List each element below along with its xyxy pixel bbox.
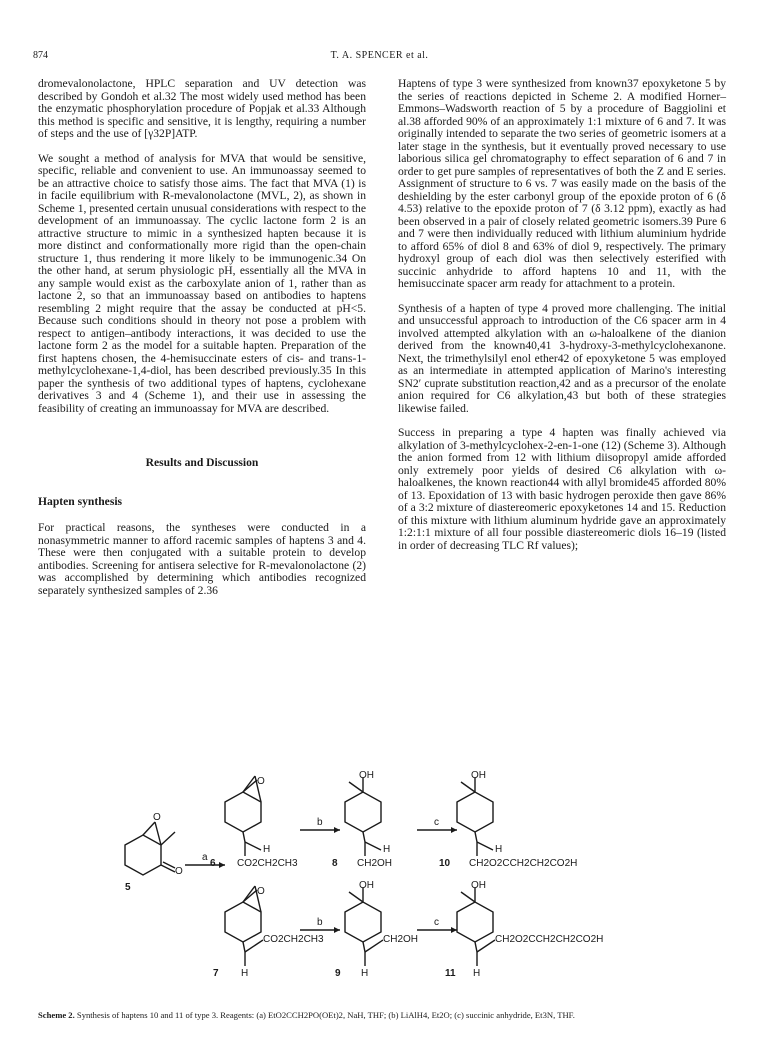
- paragraph: Synthesis of a hapten of type 4 proved more challenging. The initial and unsuccessful approach to introduction of the C6 spacer arm in 4 involved attempted alkylation with an ω-haloalkene of the dianion derived from the known40,41 3-hydroxy-3-methylcyclohexanone. Next, the trimethylsilyl enol ether42 of epoxyketone 5 was employed as an intermediate in attempted application of Marino's interesting SN2′ cuprate substitution reaction,42 and as a precursor of the enolate anion required for C6 alkylation,43 but both of these strategies likewise failed.: [398, 301, 726, 415]
- atom-label: OH: [471, 770, 486, 781]
- atom-label: O: [153, 812, 161, 823]
- atom-label: O: [257, 886, 265, 897]
- substituent-label: CH2O2CCH2CH2CO2H: [495, 934, 604, 945]
- running-header: T. A. SPENCER et al.: [330, 50, 429, 61]
- arrow-head: [219, 862, 225, 868]
- reagent-label: b: [317, 817, 323, 828]
- atom-label: H: [495, 844, 503, 855]
- molecule-8: [345, 778, 381, 856]
- molecule-7: [225, 886, 263, 966]
- scheme-caption: [38, 1010, 728, 1021]
- atom-label: O: [257, 776, 265, 787]
- substituent-label: CH2O2CCH2CH2CO2H: [469, 858, 578, 869]
- paragraph: We sought a method of analysis for MVA that would be sensitive, specific, reliable and convenient to use. An immunoassay seemed to be an attractive choice to satisfy those aims. The fact that MVA (1) is in facile equilibrium with R-mevalonolactone (MVL, 2), as shown in Scheme 1, presented certain unusual considerations with respect to the development of an immunoassay. The cyclic lactone form 2 is an attractive structure to mimic in a synthesized hapten because it is more distinct and conformationally more rigid than the open-chain structure 1, thus rendering it more likely to be immunogenic.34 On the other hand, at serum physiologic pH, essentially all the MVA in any sample would exist as the carboxylate anion of 1, rather than as lactone 2, so that an immunoassay based on antibodies to haptens resembling 2 might require that the assay be conducted at pH<5. Because such conditions should in theory not pose a problem with respect to antigen–antibody interactions, it was decided to use the lactone form 2 as the model for a suitable hapten. Preparation of the first haptens chosen, the 4-hemisuccinate esters of cis- and trans-1-methylcyclohexane-1,4-diol, has been described previously.35 In this paper the synthesis of two additional types of haptens, cyclohexane derivatives 3 and 4 (Scheme 1), and their use in assessing the feasibility of creating an immunoassay for MVA are described.: [38, 151, 366, 415]
- substituent-label: CH2OH: [357, 858, 393, 869]
- compound-number: 6: [210, 858, 216, 869]
- reagent-label: c: [434, 817, 439, 828]
- molecule-6: [225, 776, 261, 856]
- substituent-label: CH2OH: [383, 934, 419, 945]
- compound-number: 8: [332, 858, 338, 869]
- compound-number: 10: [439, 858, 451, 869]
- molecule-10: [457, 778, 493, 856]
- arrow-head: [334, 827, 340, 833]
- arrow-head: [451, 927, 457, 933]
- compound-number: 11: [445, 968, 456, 979]
- paragraph: For practical reasons, the syntheses were conducted in a nonasymmetric manner to afford racemic samples of haptens 3 and 4. These were then conjugated with a suitable protein to develop antibodies. Screening for antisera selective for R-mevalonolactone (2) was accomplished by determining which antibodies recognized separately synthesized samples of 2.36: [38, 521, 366, 597]
- reagent-label: a: [202, 852, 208, 863]
- scheme-2-diagram: [95, 770, 735, 1000]
- left-column: [38, 78, 366, 609]
- substituent-label: CO2CH2CH3: [237, 858, 298, 869]
- molecule-9: [345, 888, 383, 966]
- reagent-label: c: [434, 917, 439, 928]
- reagent-label: b: [317, 917, 323, 928]
- atom-label: H: [361, 968, 369, 979]
- atom-label: H: [263, 844, 271, 855]
- caption-label: Scheme 2.: [38, 1010, 75, 1020]
- caption-text: Synthesis of haptens 10 and 11 of type 3. Reagents: (a) EtO2CCH2PO(OEt)2, NaH, THF; (b) LiAlH4, Et2O; (c) succinic anhydride, Et3N, THF.: [76, 1010, 575, 1020]
- atom-label: H: [473, 968, 481, 979]
- atom-label: OH: [359, 880, 374, 891]
- compound-number: 7: [213, 968, 219, 979]
- subsection-title: Hapten synthesis: [38, 494, 123, 508]
- paragraph: Success in preparing a type 4 hapten was finally achieved via alkylation of 3-methylcyclohex-2-en-1-one (12) (Scheme 3). Although the anion formed from 12 with lithium diisopropyl amide afforded only extremely poor yields of desired C6 alkylation with ω-haloalkenes, the known reaction44 with allyl bromide45 afforded 80% of 13. Epoxidation of 13 with basic hydrogen peroxide then gave 86% of a 3:2 mixture of diastereomeric epoxyketones 14 and 15. Reduction of this mixture with lithium aluminum hydride gave an approximately 1:2:1:1 mixture of all four possible diastereomeric diols 16–19 (listed in order of decreasing TLC Rf values);: [398, 426, 726, 552]
- molecule-5: [125, 822, 175, 875]
- right-column: [398, 78, 726, 564]
- compound-number: 5: [125, 882, 131, 893]
- arrow-head: [334, 927, 340, 933]
- molecule-11: [457, 888, 495, 966]
- substituent-label: CO2CH2CH3: [263, 934, 324, 945]
- atom-label: OH: [471, 880, 486, 891]
- compound-number: 9: [335, 968, 341, 979]
- atom-label: H: [241, 968, 249, 979]
- page-number: 874: [33, 50, 48, 61]
- atom-label: O: [175, 866, 183, 877]
- section-title: Results and Discussion: [145, 456, 259, 469]
- atom-label: OH: [359, 770, 374, 781]
- paragraph: Haptens of type 3 were synthesized from known37 epoxyketone 5 by the series of reactions depicted in Scheme 2. A modified Horner–Emmons–Wadsworth reaction of 5 by a procedure of Baggiolini et al.38 afforded 90% of an approximately 1:1 mixture of 6 and 7. It was originally intended to separate the two series of geometric isomers at a later stage in the synthesis, but it eventually proved necessary to use laborious silica gel chromatography to effect separation of 6 and 7 in order to get pure samples of representatives of both the Z and E series. Assignment of structure to 6 vs. 7 was easily made on the basis of the deshielding by the ester carbonyl group of the epoxide proton of 6 (δ 4.53) relative to the epoxide proton of 7 (δ 3.12 ppm), exactly as had been observed in a pair of closely related geometric isomers.39 Pure 6 and 7 were then individually reduced with lithium aluminium hydride to afford 65% of diol 8 and 63% of diol 9, respectively. The primary hydroxyl group of each diol was then selectively esterified with succinic anhydride to afford haptens 10 and 11, with the hemisuccinate spacer arm ready for attachment to a protein.: [398, 77, 726, 290]
- paragraph: dromevalonolactone, HPLC separation and UV detection was described by Gondoh et al.32 The most widely used method has been the enzymatic phosphorylation procedure of Popjak et al.33 Although this method is specific and sensitive, it is lengthy, requiring a number of steps and the use of [γ32P]ATP.: [38, 77, 366, 140]
- arrow-head: [451, 827, 457, 833]
- atom-label: H: [383, 844, 391, 855]
